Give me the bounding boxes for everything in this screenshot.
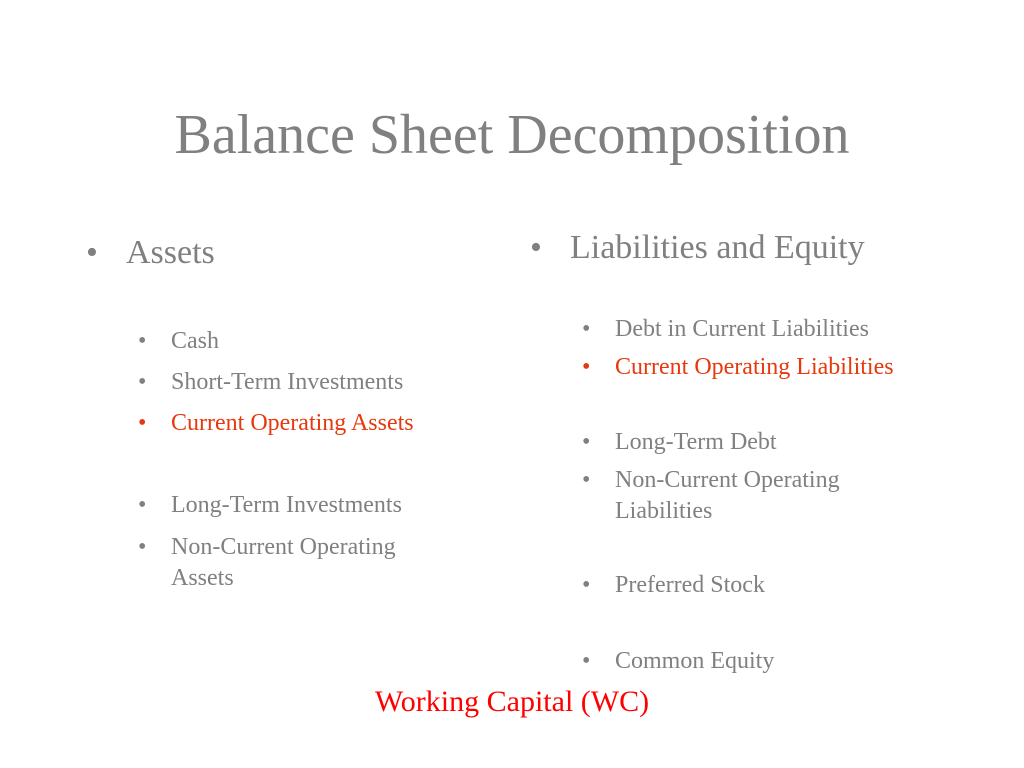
liabilities-equity-heading [530,228,865,268]
working-capital-note: Working Capital (WC) [374,685,650,718]
liabilities-item-debt-in-current-liabilities [582,314,869,345]
assets-item-cash [138,326,219,357]
bullet-icon: • [582,429,591,455]
liabilities-item-non-current-operating-liabilities [582,465,840,527]
liabilities-item-label: Preferred Stock [615,572,765,598]
bullet-icon: • [138,369,147,395]
assets-item-label: Short-Term Investments [171,369,404,395]
liabilities-item-label-continued: Liabilities [615,498,713,524]
assets-heading-label: Assets [126,234,215,271]
liabilities-item-preferred-stock [582,570,765,601]
assets-item-label-continued: Assets [171,565,234,591]
bullet-icon: • [138,492,147,518]
liabilities-item-long-term-debt [582,427,777,458]
assets-item-current-operating-assets [138,408,414,439]
bullet-icon: • [582,316,591,342]
assets-item-non-current-operating-assets [138,532,396,594]
assets-item-label: Long-Term Investments [171,492,402,518]
liabilities-item-label: Common Equity [615,648,775,674]
liabilities-item-label: Current Operating Liabilities [615,354,894,380]
bullet-icon: • [582,572,591,598]
liabilities-item-label: Long-Term Debt [615,429,777,455]
assets-heading [86,233,215,273]
bullet-icon: • [582,648,591,674]
assets-item-short-term-investments [138,367,403,398]
bullet-icon: • [138,328,147,354]
assets-item-label: Non-Current Operating [171,534,396,560]
bullet-icon: • [138,534,147,560]
assets-item-label: Current Operating Assets [171,410,414,436]
assets-item-long-term-investments [138,490,402,521]
liabilities-item-current-operating-liabilities [582,352,894,383]
bullet-icon: • [86,234,98,271]
bullet-icon: • [138,410,147,436]
slide-title: Balance Sheet Decomposition [174,104,850,166]
bullet-icon: • [582,467,591,493]
liabilities-item-common-equity [582,646,774,677]
liabilities-item-label: Debt in Current Liabilities [615,316,869,342]
liabilities-equity-heading-label: Liabilities and Equity [570,229,865,266]
bullet-icon: • [530,229,542,266]
bullet-icon: • [582,354,591,380]
liabilities-item-label: Non-Current Operating [615,467,840,493]
assets-item-label: Cash [171,328,219,354]
